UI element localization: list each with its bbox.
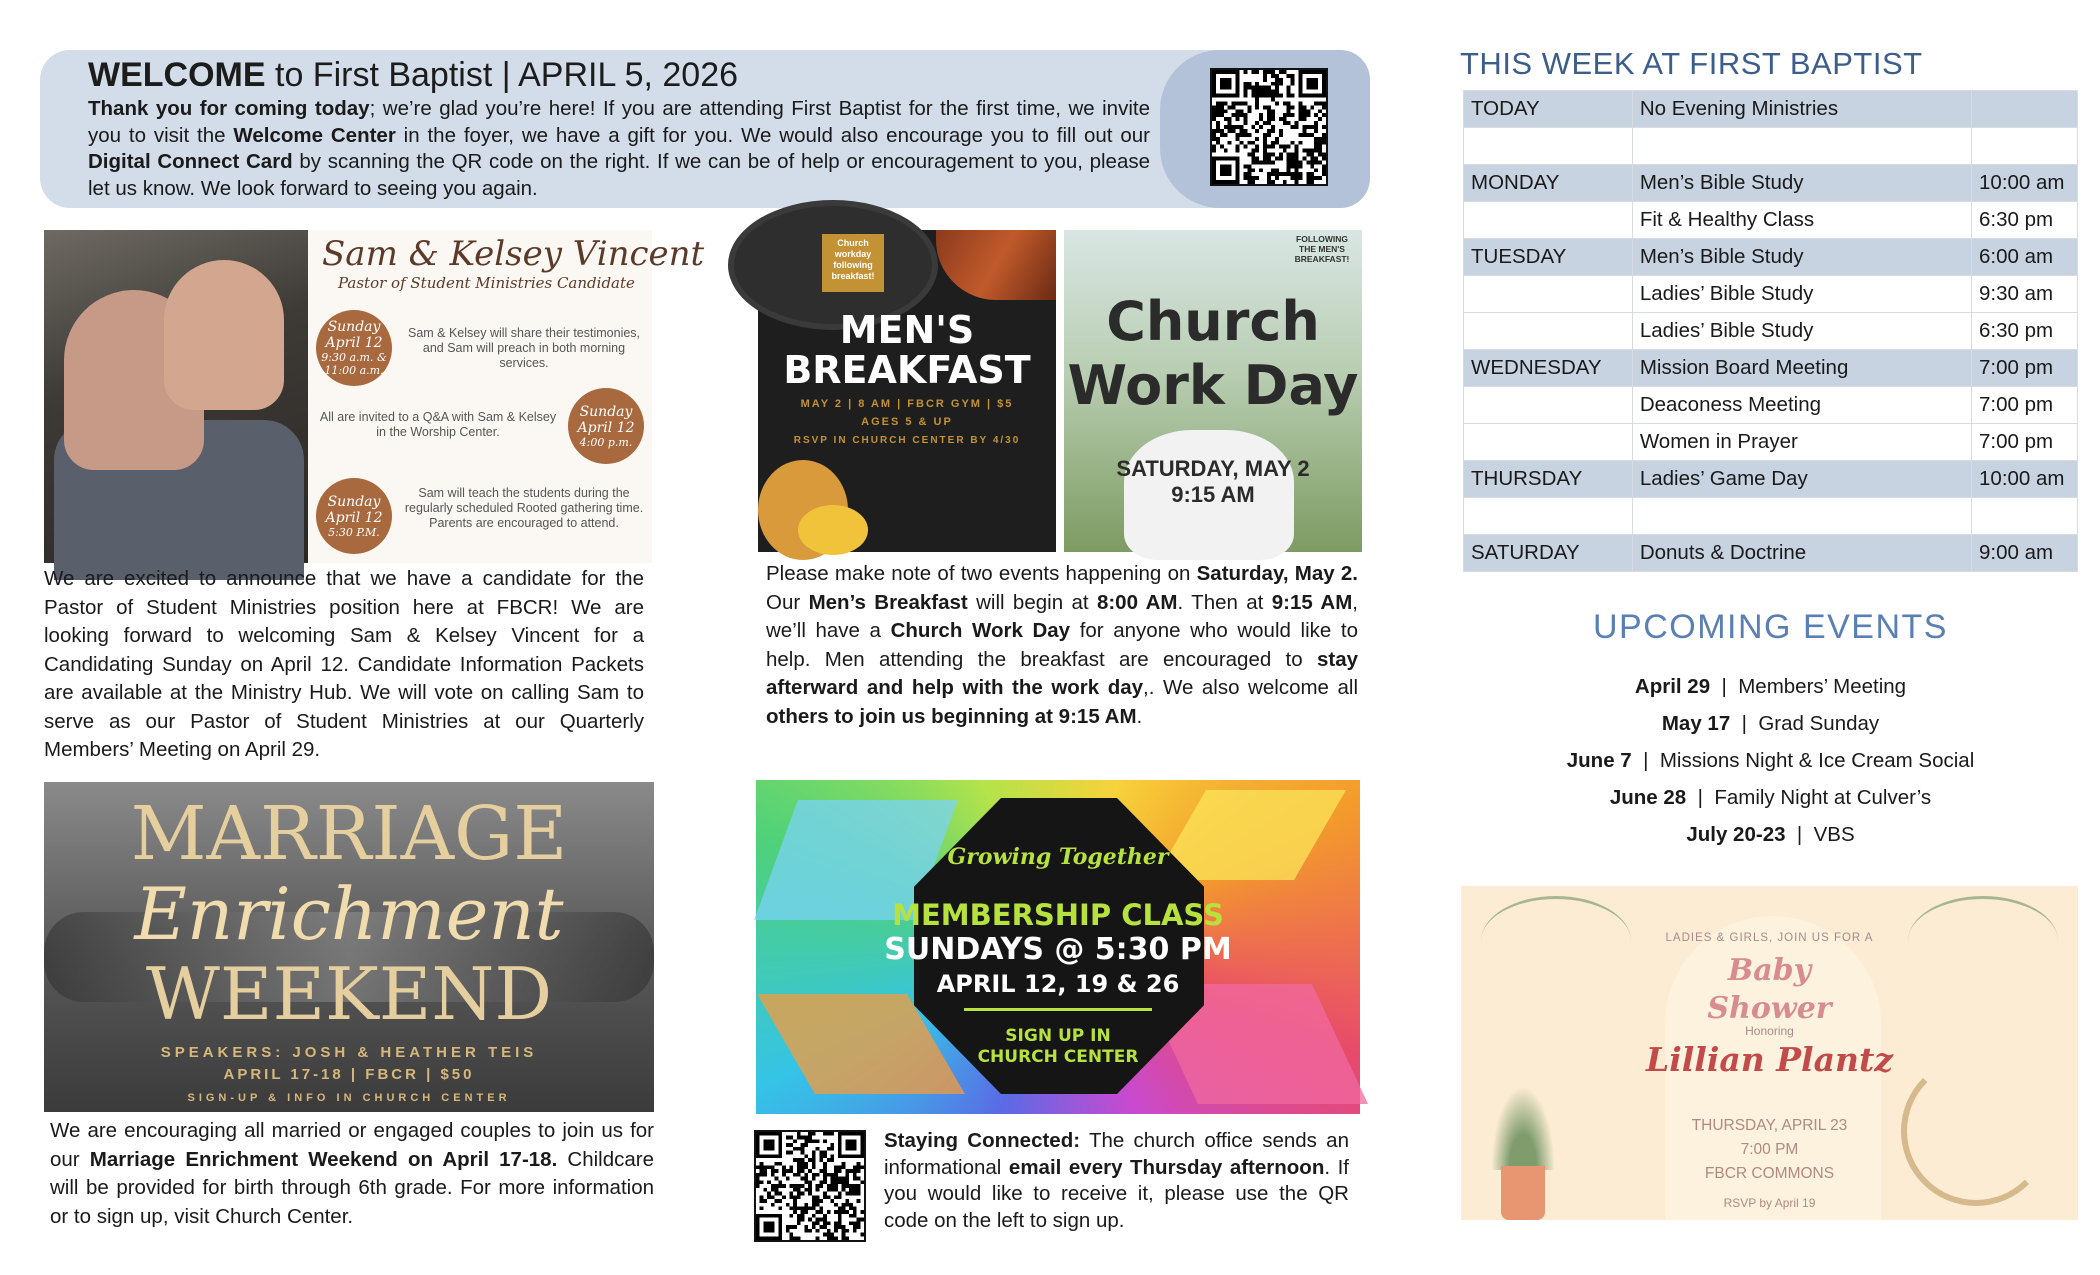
baby-shower-flyer: [1461, 886, 2078, 1220]
work-day-tag: FOLLOWING THE MEN'S BREAKFAST!: [1294, 234, 1350, 264]
marriage-enrichment-flyer: [44, 782, 654, 1112]
event-date-badge: Sunday April 12 9:30 a.m. & 11:00 a.m.: [316, 310, 392, 386]
schedule-time: 6:30 pm: [1972, 202, 2078, 239]
welcome-text: Thank you for coming today; we’re glad you’re here! If you are attending First Baptist for the first time, we invite you to visit the Welcome Center in the foyer, we have a gift for you. We would also encourage you to fill out our Digital Connect Card by scanning the QR code on the right. If we can be of help or encouragement to you, please let us know. We look forward to seeing you again.: [88, 97, 1150, 200]
upcoming-event-date: June 7: [1566, 749, 1632, 772]
schedule-row: [1464, 461, 2078, 498]
schedule-event: Ladies’ Bible Study: [1632, 313, 1971, 350]
schedule-time: 6:00 am: [1972, 239, 2078, 276]
schedule-day: MONDAY: [1464, 165, 1633, 202]
candidate-role: Pastor of Student Ministries Candidate: [338, 274, 635, 292]
weekly-schedule-table: [1463, 90, 2078, 572]
schedule-time: 7:00 pm: [1972, 387, 2078, 424]
schedule-event: Ladies’ Bible Study: [1632, 276, 1971, 313]
welcome-banner: [40, 50, 1370, 208]
baby-shower-intro: LADIES & GIRLS, JOIN US FOR A: [1665, 932, 1874, 944]
workday-tag: Church workday following breakfast!: [822, 234, 884, 292]
schedule-event: Ladies’ Game Day: [1632, 461, 1971, 498]
staying-connected-text: Staying Connected: The church office sends an informational email every Thursday afternoon. If you would like to receive it, please use the QR code on the left to sign up.: [884, 1129, 1349, 1232]
marriage-speakers: SPEAKERS: JOSH & HEATHER TEIS: [160, 1044, 538, 1061]
upcoming-event-item: May 17 | Grad Sunday: [1661, 712, 1880, 735]
membership-class-flyer: [756, 780, 1360, 1114]
schedule-day: [1464, 387, 1633, 424]
event-description: All are invited to a Q&A with Sam & Kelsey in the Worship Center.: [319, 410, 557, 439]
membership-class-title: MEMBERSHIP CLASS: [892, 898, 1224, 932]
upcoming-events-list: [1463, 668, 2078, 853]
schedule-row: [1464, 239, 2078, 276]
schedule-event: Men’s Bible Study: [1632, 165, 1971, 202]
upcoming-event-item: June 28 | Family Night at Culver’s: [1609, 786, 1932, 809]
membership-signup: SIGN UP IN CHURCH CENTER: [977, 1026, 1139, 1067]
baby-shower-title: Baby Shower: [1707, 953, 1832, 1026]
weekend-title: WEEKEND: [145, 952, 553, 1036]
schedule-row: [1464, 91, 2078, 128]
schedule-day: [1464, 276, 1633, 313]
upcoming-event-name: VBS: [1813, 823, 1855, 846]
schedule-event: Women in Prayer: [1632, 424, 1971, 461]
schedule-time: 9:30 am: [1972, 276, 2078, 313]
baby-shower-details: THURSDAY, APRIL 23 7:00 PM FBCR COMMONS: [1691, 1117, 1848, 1182]
schedule-row: [1464, 202, 2078, 239]
upcoming-events-title: UPCOMING EVENTS: [1593, 608, 1948, 646]
honoring-label: Honoring: [1745, 1024, 1794, 1038]
schedule-time: 10:00 am: [1972, 165, 2078, 202]
welcome-title: WELCOME to First Baptist | APRIL 5, 2026: [88, 56, 739, 94]
membership-class-time: SUNDAYS @ 5:30 PM: [884, 932, 1232, 967]
schedule-time: 9:00 am: [1972, 535, 2078, 572]
work-day-title: Church Work Day: [1067, 290, 1359, 417]
honoree-name: Lillian Plantz: [1646, 1040, 1893, 1079]
schedule-event: Men’s Bible Study: [1632, 239, 1971, 276]
candidate-name: Sam & Kelsey Vincent: [322, 234, 705, 274]
growing-together-title: Growing Together: [947, 844, 1169, 870]
schedule-row: [1464, 424, 2078, 461]
upcoming-event-name: Members’ Meeting: [1738, 675, 1907, 698]
schedule-day: TUESDAY: [1464, 239, 1633, 276]
schedule-time: [1972, 91, 2078, 128]
schedule-event: [1632, 128, 1971, 165]
schedule-row: [1464, 128, 2078, 165]
upcoming-event-item: June 7 | Missions Night & Ice Cream Social: [1566, 749, 1975, 772]
upcoming-event-date: June 28: [1609, 786, 1687, 809]
schedule-row: [1464, 276, 2078, 313]
candidate-photo: [44, 230, 308, 563]
upcoming-event-item: July 20-23 | VBS: [1686, 823, 1855, 846]
schedule-day: [1464, 202, 1633, 239]
schedule-day: WEDNESDAY: [1464, 350, 1633, 387]
event-date-badge: Sunday April 12 5:30 P.M.: [316, 478, 392, 554]
upcoming-event-date: April 29: [1634, 675, 1711, 698]
schedule-time: [1972, 498, 2078, 535]
schedule-row: [1464, 387, 2078, 424]
work-day-date: SATURDAY, MAY 2 9:15 AM: [1116, 456, 1310, 507]
marriage-title: MARRIAGE: [130, 791, 568, 877]
schedule-event: Donuts & Doctrine: [1632, 535, 1971, 572]
membership-class-dates: APRIL 12, 19 & 26: [936, 970, 1180, 998]
schedule-event: Deaconess Meeting: [1632, 387, 1971, 424]
marriage-dates: APRIL 17-18 | FBCR | $50: [223, 1066, 475, 1083]
marriage-signup: SIGN-UP & INFO IN CHURCH CENTER: [187, 1092, 511, 1104]
schedule-day: TODAY: [1464, 91, 1633, 128]
mens-breakfast-details: MAY 2 | 8 AM | FBCR GYM | $5 AGES 5 & UP: [800, 398, 1014, 428]
enrichment-title: Enrichment: [134, 872, 564, 956]
events-paragraph: Please make note of two events happening on Saturday, May 2. Our Men’s Breakfast will begin at 8:00 AM. Then at 9:15 AM, we’ll have a Church Work Day for anyone who would like to help. Men attending the breakfast are encouraged to stay afterward and help with the work day,. We also welcome all others to join us beginning at 9:15 AM.: [766, 562, 1358, 728]
schedule-time: 7:00 pm: [1972, 350, 2078, 387]
schedule-event: Fit & Healthy Class: [1632, 202, 1971, 239]
baby-shower-rsvp: RSVP by April 19: [1723, 1196, 1816, 1210]
schedule-day: [1464, 313, 1633, 350]
schedule-day: THURSDAY: [1464, 461, 1633, 498]
upcoming-event-name: Grad Sunday: [1758, 712, 1880, 735]
event-description: Sam & Kelsey will share their testimonies, and Sam will preach in both morning services.: [407, 326, 641, 370]
upcoming-event-name: Missions Night & Ice Cream Social: [1659, 749, 1975, 772]
marriage-paragraph: We are encouraging all married or engaged couples to join us for our Marriage Enrichment Weekend on April 17-18. Childcare will be provided for birth through 6th grade. For more information or to sign up, visit Church Center.: [50, 1119, 655, 1228]
event-date-badge: Sunday April 12 4:00 p.m.: [568, 388, 644, 464]
candidate-paragraph: We are excited to announce that we have a candidate for the Pastor of Student Ministries position here at FBCR! We are looking forward to welcoming Sam & Kelsey Vincent for a Candidating Sunday on April 12. Candidate Information Packets are available at the Ministry Hub. We will vote on calling Sam to serve as our Pastor of Student Ministries at our Quarterly Members’ Meeting on April 29.: [44, 567, 644, 761]
upcoming-event-date: May 17: [1661, 712, 1731, 735]
schedule-row: [1464, 350, 2078, 387]
schedule-day: [1464, 128, 1633, 165]
schedule-day: [1464, 424, 1633, 461]
schedule-title: THIS WEEK AT FIRST BAPTIST: [1460, 46, 1923, 81]
schedule-time: 10:00 am: [1972, 461, 2078, 498]
mens-breakfast-rsvp: RSVP IN CHURCH CENTER BY 4/30: [793, 435, 1021, 446]
upcoming-event-name: Family Night at Culver’s: [1714, 786, 1932, 809]
schedule-event: [1632, 498, 1971, 535]
upcoming-event-date: July 20-23: [1686, 823, 1786, 846]
schedule-row: [1464, 498, 2078, 535]
schedule-day: SATURDAY: [1464, 535, 1633, 572]
schedule-time: [1972, 128, 2078, 165]
upcoming-event-item: April 29 | Members’ Meeting: [1634, 675, 1907, 698]
event-description: Sam will teach the students during the regularly scheduled Rooted gathering time. Parents are encouraged to attend.: [404, 486, 644, 530]
connect-card-qr-code[interactable]: [1210, 68, 1328, 186]
schedule-event: No Evening Ministries: [1632, 91, 1971, 128]
candidate-info-card: [308, 230, 705, 563]
schedule-row: [1464, 165, 2078, 202]
schedule-event: Mission Board Meeting: [1632, 350, 1971, 387]
mens-breakfast-flyer: [758, 230, 1056, 552]
mens-breakfast-title: MEN'S BREAKFAST: [783, 308, 1031, 392]
email-signup-qr-code[interactable]: [754, 1130, 866, 1242]
schedule-time: 7:00 pm: [1972, 424, 2078, 461]
schedule-row: [1464, 535, 2078, 572]
schedule-time: 6:30 pm: [1972, 313, 2078, 350]
church-work-day-flyer: [1064, 230, 1362, 552]
schedule-day: [1464, 498, 1633, 535]
schedule-row: [1464, 313, 2078, 350]
